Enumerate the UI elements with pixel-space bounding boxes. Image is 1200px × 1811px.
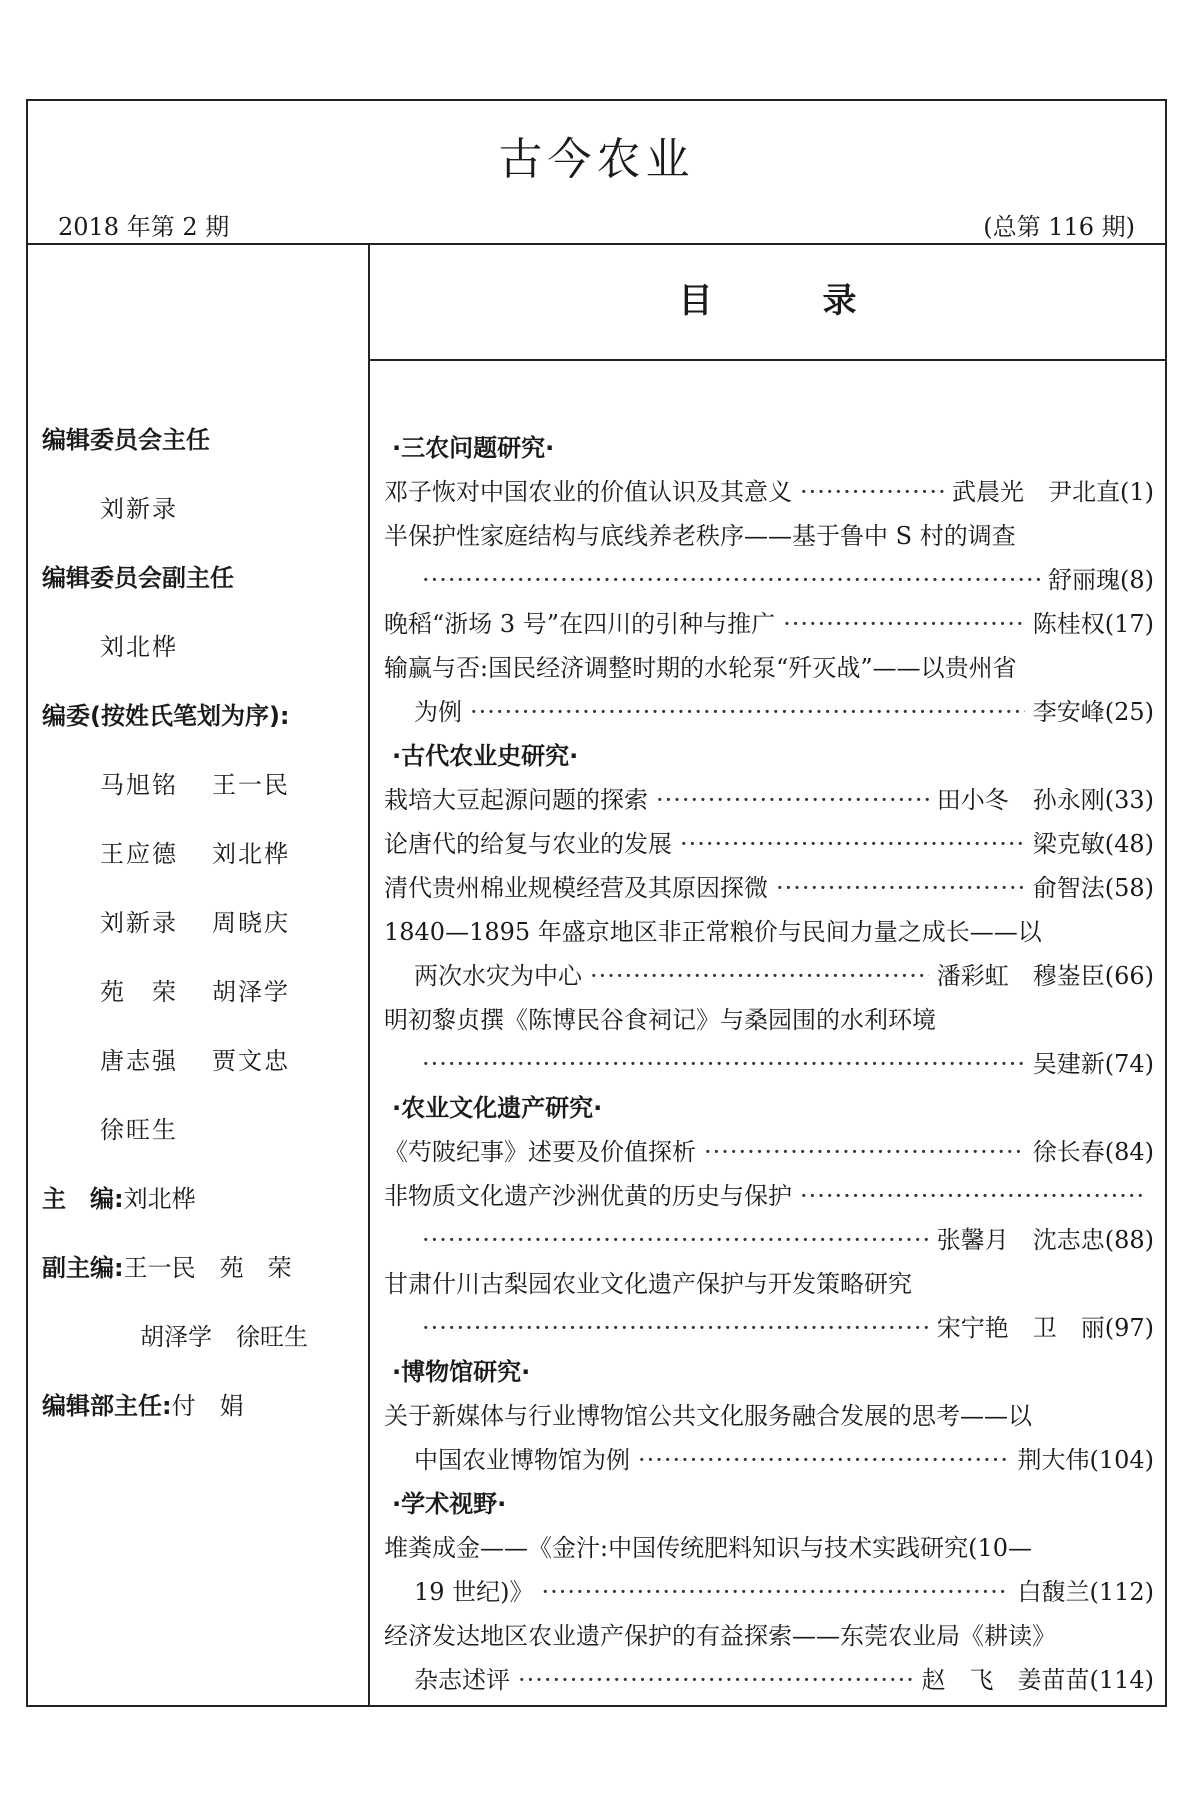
members-row: 马旭铭 王一民 xyxy=(100,771,290,799)
editorial-board xyxy=(42,406,362,1441)
office-name: 付 娟 xyxy=(171,1392,244,1420)
toc-entry[interactable]: 邓子恢对中国农业的价值认识及其意义 ····· 武晨光 尹北直(1) xyxy=(384,470,1154,514)
members-label: 编委(按姓氏笔划为序): xyxy=(42,702,290,730)
toc-entry-cont: ····· 宋宁艳 卫 丽(97) xyxy=(384,1306,1154,1350)
toc-entry[interactable]: 输赢与否:国民经济调整时期的水轮泵“歼灭战”——以贵州省 xyxy=(384,654,1017,682)
total-issue-number: (总第 116 期) xyxy=(983,213,1135,241)
toc-entry[interactable]: 《芍陂纪事》述要及价值探析 ····· 徐长春(84) xyxy=(384,1130,1154,1174)
toc-entry-cont: ····· 张馨月 沈志忠(88) xyxy=(384,1218,1154,1262)
journal-title: 古今农业 xyxy=(498,134,695,185)
toc-entry[interactable]: 甘肃什川古梨园农业文化遗产保护与开发策略研究 xyxy=(384,1270,912,1298)
toc-entry-cont: 两次水灾为中心 ····· 潘彩虹 穆崟臣(66) xyxy=(384,954,1154,998)
toc-entry[interactable]: 栽培大豆起源问题的探索 ····· 田小冬 孙永刚(33) xyxy=(384,778,1154,822)
deputy-row xyxy=(42,1234,362,1303)
toc-entry[interactable]: 堆粪成金——《金汁:中国传统肥料知识与技术实践研究(10— xyxy=(384,1534,1032,1562)
chair-name: 刘新录 xyxy=(100,495,178,523)
toc-entry[interactable]: 晚稻“浙场 3 号”在四川的引种与推广 ····· 陈桂权(17) xyxy=(384,602,1154,646)
toc-entry[interactable]: 明初黎贞撰《陈博民谷食祠记》与桑园围的水利环境 xyxy=(384,1006,936,1034)
members-row: 徐旺生 xyxy=(100,1116,178,1144)
toc-section: ·古代农业史研究· xyxy=(392,742,579,770)
members-row: 苑 荣 胡泽学 xyxy=(100,978,290,1006)
chair-label: 编辑委员会主任 xyxy=(42,426,210,454)
toc-entry[interactable]: 半保护性家庭结构与底线养老秩序——基于鲁中 S 村的调查 xyxy=(384,522,1016,550)
toc-heading-char-1: 目 xyxy=(678,281,713,321)
toc-entry-cont: 19 世纪)》 ····· 白馥兰(112) xyxy=(384,1570,1154,1614)
deputy-names-1: 王一民 苑 荣 xyxy=(123,1254,292,1282)
toc-entry-cont: 为例 ····· 李安峰(25) xyxy=(384,690,1154,734)
toc-entry[interactable]: 经济发达地区农业遗产保护的有益探索——东莞农业局《耕读》 xyxy=(384,1622,1056,1650)
toc-heading-divider xyxy=(368,359,1167,361)
issue-number: 2018 年第 2 期 xyxy=(58,213,230,241)
page-frame xyxy=(26,99,1167,1707)
members-row: 唐志强 贾文忠 xyxy=(100,1047,290,1075)
table-of-contents xyxy=(384,426,1154,1702)
column-divider xyxy=(368,243,370,1707)
editor-row xyxy=(42,1165,362,1234)
office-label: 编辑部主任: xyxy=(42,1392,172,1420)
office-row xyxy=(42,1372,362,1441)
toc-entry[interactable]: 非物质文化遗产沙洲优黄的历史与保护 ····· xyxy=(384,1174,1154,1218)
toc-heading xyxy=(368,273,1167,322)
toc-entry[interactable]: 关于新媒体与行业博物馆公共文化服务融合发展的思考——以 xyxy=(384,1402,1032,1430)
toc-heading-char-2: 录 xyxy=(822,281,857,321)
header-divider xyxy=(28,243,1165,245)
toc-entry[interactable]: 论唐代的给复与农业的发展 ····· 梁克敏(48) xyxy=(384,822,1154,866)
toc-entry[interactable]: 1840—1895 年盛京地区非正常粮价与民间力量之成长——以 xyxy=(384,918,1042,946)
toc-section: ·博物馆研究· xyxy=(392,1358,531,1386)
members-row: 刘新录 周晓庆 xyxy=(100,909,290,937)
toc-entry-cont: ····· 舒丽瑰(8) xyxy=(384,558,1154,602)
editor-name: 刘北桦 xyxy=(123,1185,196,1213)
deputy-label: 副主编: xyxy=(42,1254,124,1282)
vice-chair-name: 刘北桦 xyxy=(100,633,178,661)
members-row: 王应德 刘北桦 xyxy=(100,840,290,868)
toc-entry[interactable]: 清代贵州棉业规模经营及其原因探微 ····· 俞智法(58) xyxy=(384,866,1154,910)
toc-section: ·农业文化遗产研究· xyxy=(392,1094,603,1122)
deputy-row-2 xyxy=(42,1303,362,1372)
editor-label: 主 编: xyxy=(42,1185,124,1213)
toc-entry-cont: 中国农业博物馆为例 ····· 荆大伟(104) xyxy=(384,1438,1154,1482)
toc-entry-cont: 杂志述评 ····· 赵 飞 姜苗苗(114) xyxy=(384,1658,1154,1702)
toc-section: ·三农问题研究· xyxy=(392,434,555,462)
toc-entry-cont: ····· 吴建新(74) xyxy=(384,1042,1154,1086)
deputy-names-2: 胡泽学 徐旺生 xyxy=(140,1323,308,1351)
toc-section: ·学术视野· xyxy=(392,1490,507,1518)
vice-chair-label: 编辑委员会副主任 xyxy=(42,564,234,592)
